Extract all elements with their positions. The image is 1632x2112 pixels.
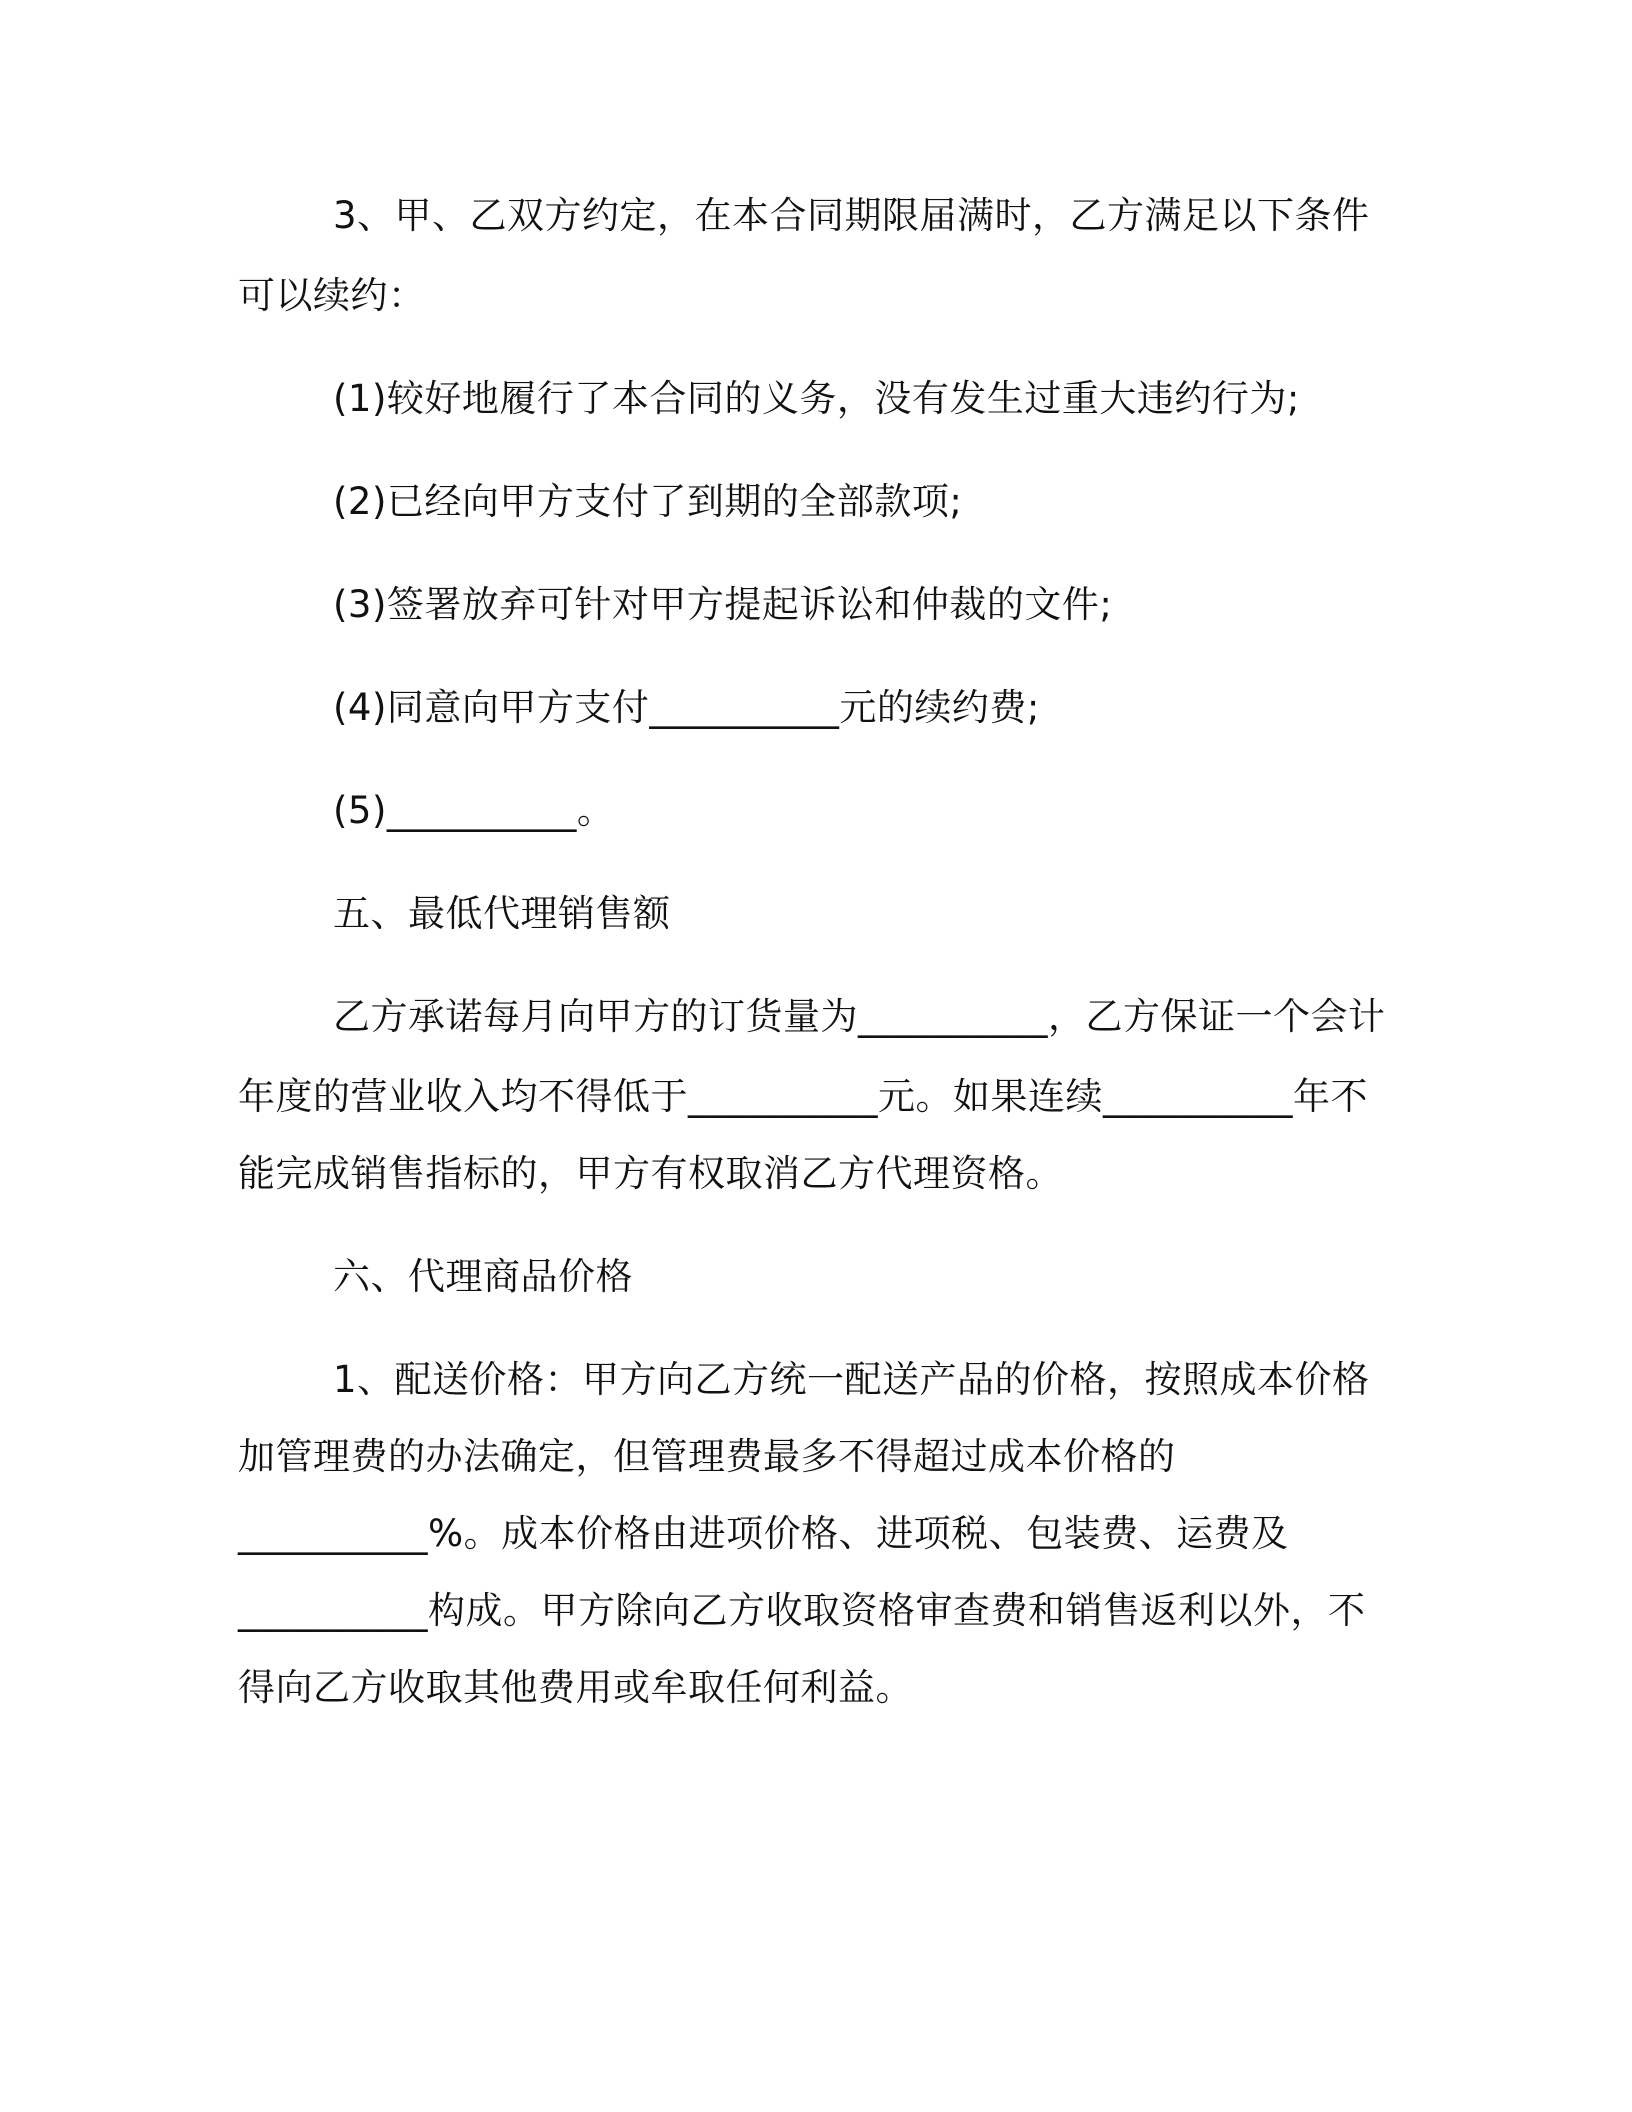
pricing-paragraph-line-4: __________构成。甲方除向乙方收取资格审查费和销售返利以外，不: [238, 1589, 1366, 1632]
pricing-paragraph-line-2: 加管理费的办法确定，但管理费最多不得超过成本价格的: [238, 1435, 1176, 1478]
pricing-paragraph-line-1: 1、配送价格：甲方向乙方统一配送产品的价格，按照成本价格: [333, 1358, 1370, 1401]
condition-1: (1)较好地履行了本合同的义务，没有发生过重大违约行为;: [333, 377, 1300, 420]
section-6-heading: 六、代理商品价格: [333, 1255, 633, 1298]
section-5-paragraph-line-2: 年度的营业收入均不得低于__________元。如果连续__________年不: [238, 1075, 1368, 1118]
clause-3-line-2: 可以续约：: [238, 274, 426, 317]
section-5-heading: 五、最低代理销售额: [333, 892, 671, 935]
pricing-paragraph-line-5: 得向乙方收取其他费用或牟取任何利益。: [238, 1666, 913, 1709]
section-5-paragraph-line-1: 乙方承诺每月向甲方的订货量为__________，乙方保证一个会计: [333, 995, 1386, 1038]
condition-4: (4)同意向甲方支付__________元的续约费;: [333, 686, 1040, 729]
condition-3: (3)签署放弃可针对甲方提起诉讼和仲裁的文件;: [333, 583, 1113, 626]
condition-5: (5)__________。: [333, 789, 615, 832]
clause-3-line-1: 3、甲、乙双方约定，在本合同期限届满时，乙方满足以下条件: [333, 194, 1370, 237]
pricing-paragraph-line-3: __________%。成本价格由进项价格、进项税、包装费、运费及: [238, 1512, 1289, 1555]
section-5-paragraph-line-3: 能完成销售指标的，甲方有权取消乙方代理资格。: [238, 1152, 1063, 1195]
condition-2: (2)已经向甲方支付了到期的全部款项;: [333, 480, 963, 523]
